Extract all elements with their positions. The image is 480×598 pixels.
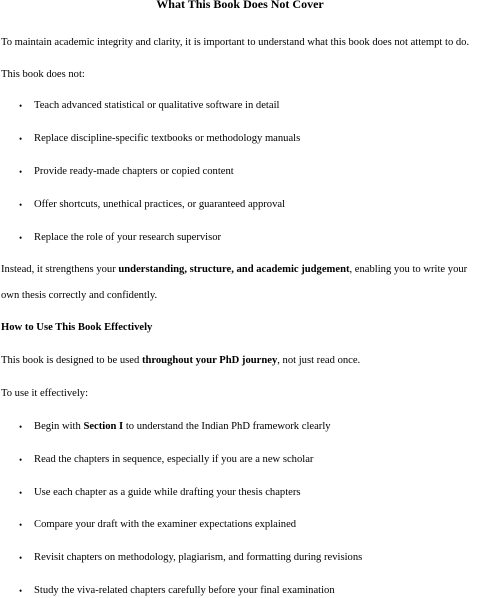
bullet-glyph: • [19,134,23,144]
bullet-glyph: • [19,488,23,498]
designed-paragraph [1,354,360,368]
list-item-bold: Section I [83,421,124,432]
bullet-glyph: • [19,455,23,465]
list-item [34,420,331,434]
designed-text-pre: This book is designed to be used [1,355,142,366]
list-item: Compare your draft with the examiner expectations explained [34,519,297,530]
list-item: Read the chapters in sequence, especially if you are a new scholar [34,454,314,465]
designed-text-bold: throughout your PhD journey [141,355,278,366]
bullet-glyph: • [19,200,23,210]
instead-paragraph [1,263,467,277]
list-item-pre: Begin with [34,421,84,432]
bullet-glyph: • [19,233,23,243]
designed-text-post: , not just read once. [277,355,361,366]
list-item: Teach advanced statistical or qualitative software in detail [34,100,280,111]
instead-text-bold: understanding, structure, and academic judgement [118,264,350,275]
instead-text-post: , enabling you to write your [349,264,468,275]
list-item: Use each chapter as a guide while drafting your thesis chapters [34,487,301,498]
does-not-label: This book does not: [1,69,85,80]
list-item: Revisit chapters on methodology, plagiarism, and formatting during revisions [34,552,363,563]
list-item: Provide ready-made chapters or copied content [34,166,234,177]
bullet-glyph: • [19,167,23,177]
page-title: What This Book Does Not Cover [156,0,324,11]
list-item-post: to understand the Indian PhD framework clearly [123,421,331,432]
use-label: To use it effectively: [1,388,89,399]
section-heading: How to Use This Book Effectively [1,322,153,333]
bullet-glyph: • [19,520,23,530]
bullet-glyph: • [19,101,23,111]
intro-paragraph: To maintain academic integrity and clarity, it is important to understand what this book does not attempt to do. [1,37,470,48]
instead-paragraph-line2: own thesis correctly and confidently. [1,290,158,301]
instead-text-pre: Instead, it strengthens your [1,264,119,275]
list-item: Study the viva-related chapters carefully before your final examination [34,585,335,596]
bullet-glyph: • [19,422,23,432]
bullet-glyph: • [19,553,23,563]
list-item: Replace discipline-specific textbooks or methodology manuals [34,133,301,144]
list-item: Replace the role of your research supervisor [34,232,222,243]
list-item: Offer shortcuts, unethical practices, or guaranteed approval [34,199,286,210]
bullet-glyph: • [19,586,23,596]
